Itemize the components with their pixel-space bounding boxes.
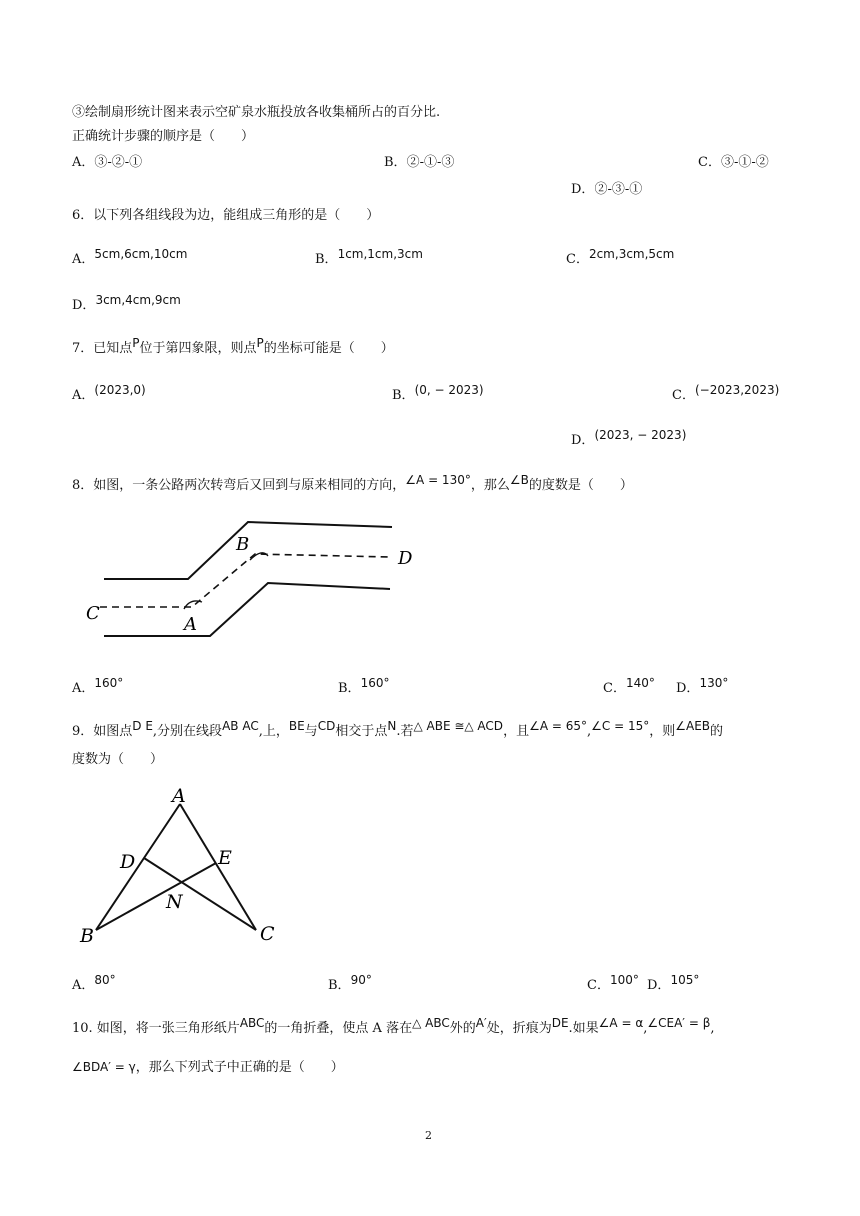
stem-math: P <box>132 336 140 350</box>
option-b <box>384 154 454 172</box>
label-c: C <box>260 923 275 945</box>
option-math: (2023,0) <box>94 383 146 397</box>
stem-math: A′ <box>475 1016 487 1030</box>
option-c <box>587 973 639 995</box>
stem-math: BE <box>288 719 305 733</box>
stem-math: P <box>256 336 264 350</box>
stem-text: ，且 <box>503 724 530 739</box>
stem-text: 的一角折叠，使点 A 落在 <box>264 1021 413 1036</box>
option-label: B． <box>392 388 415 403</box>
label-d: D <box>120 851 136 873</box>
stem-math: ∠A = α <box>598 1016 644 1030</box>
option-b <box>392 383 484 405</box>
option-a <box>72 383 146 405</box>
stem-text: 相交于点 <box>335 724 388 739</box>
stem-math: ∠A = 65° <box>529 719 587 733</box>
option-label: B． <box>338 681 361 696</box>
option-a <box>72 973 116 995</box>
stem-math: N <box>387 719 397 733</box>
option-math: (2023, − 2023) <box>594 428 687 442</box>
option-a <box>72 154 142 172</box>
option-a <box>72 676 124 698</box>
stem-text: ，那么下列式子中正确的是（ ） <box>135 1060 344 1075</box>
page-number: 2 <box>425 1129 432 1142</box>
option-label: B． <box>328 978 351 993</box>
stem-math: ∠AEB <box>675 719 711 733</box>
stem-text: ,分别在线段 <box>152 724 223 739</box>
question-9-stem-line2: 度数为（ ） <box>72 752 164 767</box>
stem-math: ∠BDA′ = γ <box>72 1060 136 1074</box>
stem-text: 10. 如图，将一张三角形纸片 <box>72 1021 240 1036</box>
stem-text: ，则 <box>649 724 676 739</box>
stem-math: DE <box>551 1016 569 1030</box>
option-math: 130° <box>699 676 729 690</box>
option-d <box>571 181 642 199</box>
question-9-stem <box>72 719 724 741</box>
option-math: 105° <box>670 973 700 987</box>
stem-math: △ ABC <box>412 1016 450 1030</box>
stem-text: ,上， <box>258 724 289 739</box>
road-centerline <box>100 554 390 607</box>
option-label: B． <box>315 252 338 267</box>
option-c <box>603 676 655 698</box>
option-label: D． <box>72 298 96 313</box>
option-math: (0, − 2023) <box>414 383 484 397</box>
stem-text: , <box>710 1021 715 1036</box>
option-label: D． <box>571 182 595 197</box>
option-label: A． <box>72 155 95 170</box>
option-b <box>315 247 423 269</box>
option-d <box>571 428 687 450</box>
stem-text: 的坐标可能是（ ） <box>263 341 394 356</box>
option-c <box>566 247 675 269</box>
stem-text: 的度数是（ ） <box>528 478 633 493</box>
label-n: N <box>166 891 183 913</box>
option-b <box>328 973 372 995</box>
segment-be <box>96 863 216 930</box>
stem-text: 与 <box>304 724 318 739</box>
stem-math: ∠A = 130° <box>405 473 471 487</box>
question-10-stem <box>72 1016 715 1038</box>
label-b: B <box>80 925 94 947</box>
option-math: 3cm,4cm,9cm <box>95 293 181 307</box>
option-math: 5cm,6cm,10cm <box>94 247 188 261</box>
option-math: 90° <box>350 973 372 987</box>
stem-text: .若 <box>396 724 414 739</box>
question-6-stem: 6．以下列各组线段为边，能组成三角形的是（ ） <box>72 208 380 223</box>
option-label: B． <box>384 155 407 170</box>
triangle-figure <box>76 784 286 949</box>
option-c <box>672 383 780 405</box>
label-d: D <box>398 548 413 569</box>
option-text: ③-①-② <box>720 155 769 170</box>
option-math: (−2023,2023) <box>694 383 780 397</box>
option-label: D． <box>647 978 671 993</box>
option-label: A． <box>72 388 95 403</box>
option-c <box>698 154 769 172</box>
stem-text: , <box>587 724 592 739</box>
label-c: C <box>86 603 100 624</box>
stem-text: 位于第四象限，则点 <box>139 341 257 356</box>
question-7-stem <box>72 336 394 358</box>
option-label: D． <box>676 681 700 696</box>
stem-text: .如果 <box>568 1021 599 1036</box>
option-text: ③-②-① <box>94 155 143 170</box>
stem-math: ∠C = 15° <box>591 719 650 733</box>
stem-math: ∠CEA′ = β <box>647 1016 711 1030</box>
option-label: C． <box>698 155 721 170</box>
text-line: 正确统计步骤的顺序是（ ） <box>72 129 255 144</box>
stem-text: ，那么 <box>470 478 510 493</box>
stem-text: , <box>643 1021 648 1036</box>
option-math: 160° <box>94 676 124 690</box>
stem-math: AB AC <box>222 719 259 733</box>
stem-text: 的 <box>710 724 724 739</box>
stem-text: 9．如图点 <box>72 724 133 739</box>
stem-math: CD <box>317 719 336 733</box>
question-10-stem-line2 <box>72 1058 344 1077</box>
road-figure <box>80 512 420 652</box>
stem-math: D E <box>132 719 153 733</box>
stem-text: 7．已知点 <box>72 341 133 356</box>
option-a <box>72 247 188 269</box>
option-math: 2cm,3cm,5cm <box>588 247 675 261</box>
stem-math: ∠B <box>509 473 529 487</box>
question-8-stem <box>72 473 633 495</box>
option-label: D． <box>571 433 595 448</box>
option-b <box>338 676 390 698</box>
option-d <box>72 293 181 315</box>
text-line: ③绘制扇形统计图来表示空矿泉水瓶投放各收集桶所占的百分比. <box>72 105 441 120</box>
option-math: 1cm,1cm,3cm <box>337 247 423 261</box>
stem-text: 8．如图，一条公路两次转弯后又回到与原来相同的方向， <box>72 478 406 493</box>
stem-text: 外的 <box>449 1021 476 1036</box>
option-label: C． <box>566 252 589 267</box>
option-math: 160° <box>360 676 390 690</box>
option-math: 100° <box>609 973 639 987</box>
option-math: 140° <box>625 676 655 690</box>
option-d <box>647 973 700 995</box>
stem-math: △ ABE ≅△ ACD <box>413 719 504 733</box>
option-text: ②-③-① <box>594 182 643 197</box>
label-e: E <box>218 847 232 869</box>
label-a: A <box>172 785 186 807</box>
option-math: 80° <box>94 973 116 987</box>
option-label: A． <box>72 681 95 696</box>
option-label: A． <box>72 252 95 267</box>
option-label: C． <box>587 978 610 993</box>
stem-text: 处，折痕为 <box>486 1021 552 1036</box>
option-text: ②-①-③ <box>406 155 455 170</box>
option-label: C． <box>672 388 695 403</box>
option-d <box>676 676 729 698</box>
option-label: A． <box>72 978 95 993</box>
road-bottom-edge <box>104 583 390 636</box>
stem-math: ABC <box>239 1016 265 1030</box>
label-a: A <box>184 614 197 635</box>
option-label: C． <box>603 681 626 696</box>
label-b: B <box>236 534 250 555</box>
